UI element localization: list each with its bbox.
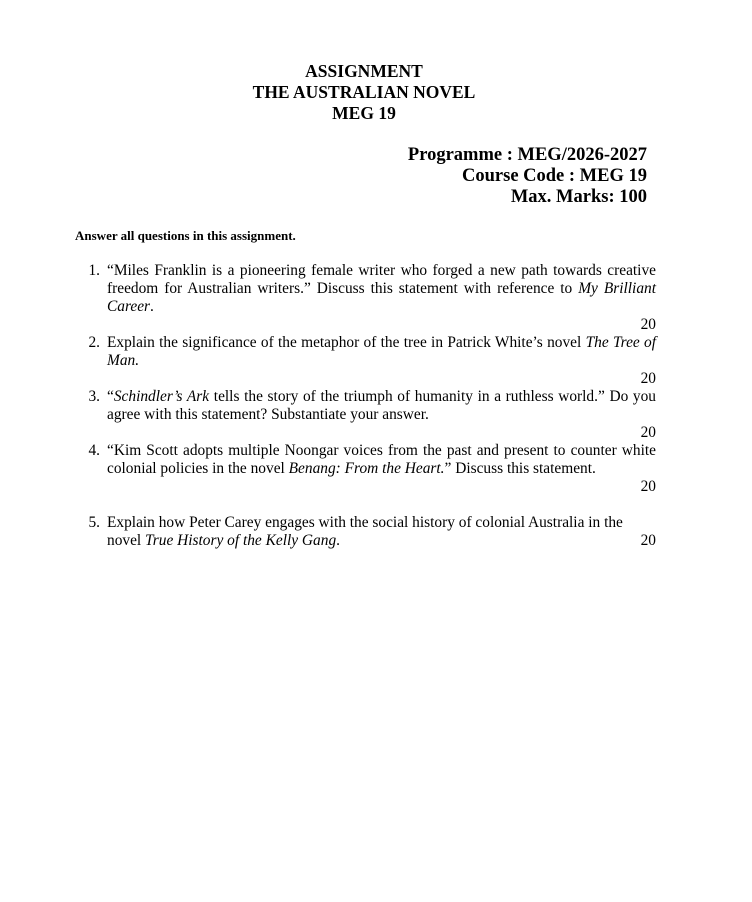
question-list: [80, 262, 656, 550]
question-text-part: [107, 532, 340, 550]
question-italic-title: Schindler’s Ark: [113, 388, 210, 405]
question-number: 4.: [88, 442, 100, 459]
meta-block: [408, 145, 647, 208]
question-italic-title: My Brilliant Career: [107, 280, 656, 315]
programme-label: Programme : MEG/2026-2027: [407, 145, 647, 165]
course-title: THE AUSTRALIAN NOVEL: [252, 82, 476, 102]
question-4: [80, 442, 656, 496]
instructions: Answer all questions in this assignment.: [75, 228, 296, 243]
max-marks-label: Max. Marks: 100: [510, 187, 647, 207]
question-marks: 20: [640, 370, 656, 387]
question-text-part: “Kim Scott adopts multiple Noongar voices from the past and present to counter white colonial policies in the novel: [107, 442, 656, 477]
question-number: 5.: [88, 514, 100, 531]
question-marks: 20: [640, 424, 656, 441]
question-text-part: “Miles Franklin is a pioneering female writer who forged a new path towards creative freedom for Australian writers.” Discuss this statement with reference to: [107, 262, 656, 297]
question-text-part: “: [107, 388, 114, 405]
question-number: 3.: [88, 388, 100, 405]
question-marks: 20: [640, 532, 656, 549]
question-italic-title: The Tree of Man.: [107, 334, 657, 369]
course-code-label: Course Code : MEG 19: [462, 166, 647, 186]
question-text-part: novel: [107, 532, 146, 549]
question-3: [80, 388, 656, 442]
question-2: [80, 334, 656, 388]
title-block: [0, 61, 728, 124]
question-text-line: Explain how Peter Carey engages with the social history of colonial Australia in the: [107, 514, 623, 531]
question-number: 1.: [88, 262, 100, 279]
question-text: [107, 334, 656, 370]
question-1: [80, 262, 656, 334]
question-italic-title: Benang: From the Heart.: [288, 460, 445, 477]
question-text-part: .: [150, 298, 154, 315]
question-5: [80, 514, 656, 550]
question-marks: 20: [640, 478, 656, 495]
question-text-part: ” Discuss this statement.: [444, 460, 596, 477]
question-text-part: Explain the significance of the metaphor of the tree in Patrick White’s novel: [107, 334, 586, 351]
assignment-heading: ASSIGNMENT: [305, 61, 423, 81]
question-text: [107, 442, 656, 478]
course-code-heading: MEG 19: [332, 103, 396, 123]
question-number: 2.: [88, 334, 100, 351]
question-text-part: .: [336, 532, 340, 549]
question-text: [107, 262, 656, 316]
question-text-part: tells the story of the triumph of humanity in a ruthless world.” Do you agree with this statement? Substantiate your answer.: [107, 388, 657, 423]
question-text: [107, 388, 656, 424]
question-text-line: [107, 532, 656, 550]
question-text: [107, 514, 656, 550]
question-italic-title: True History of the Kelly Gang: [145, 532, 337, 549]
question-marks: 20: [640, 316, 656, 333]
